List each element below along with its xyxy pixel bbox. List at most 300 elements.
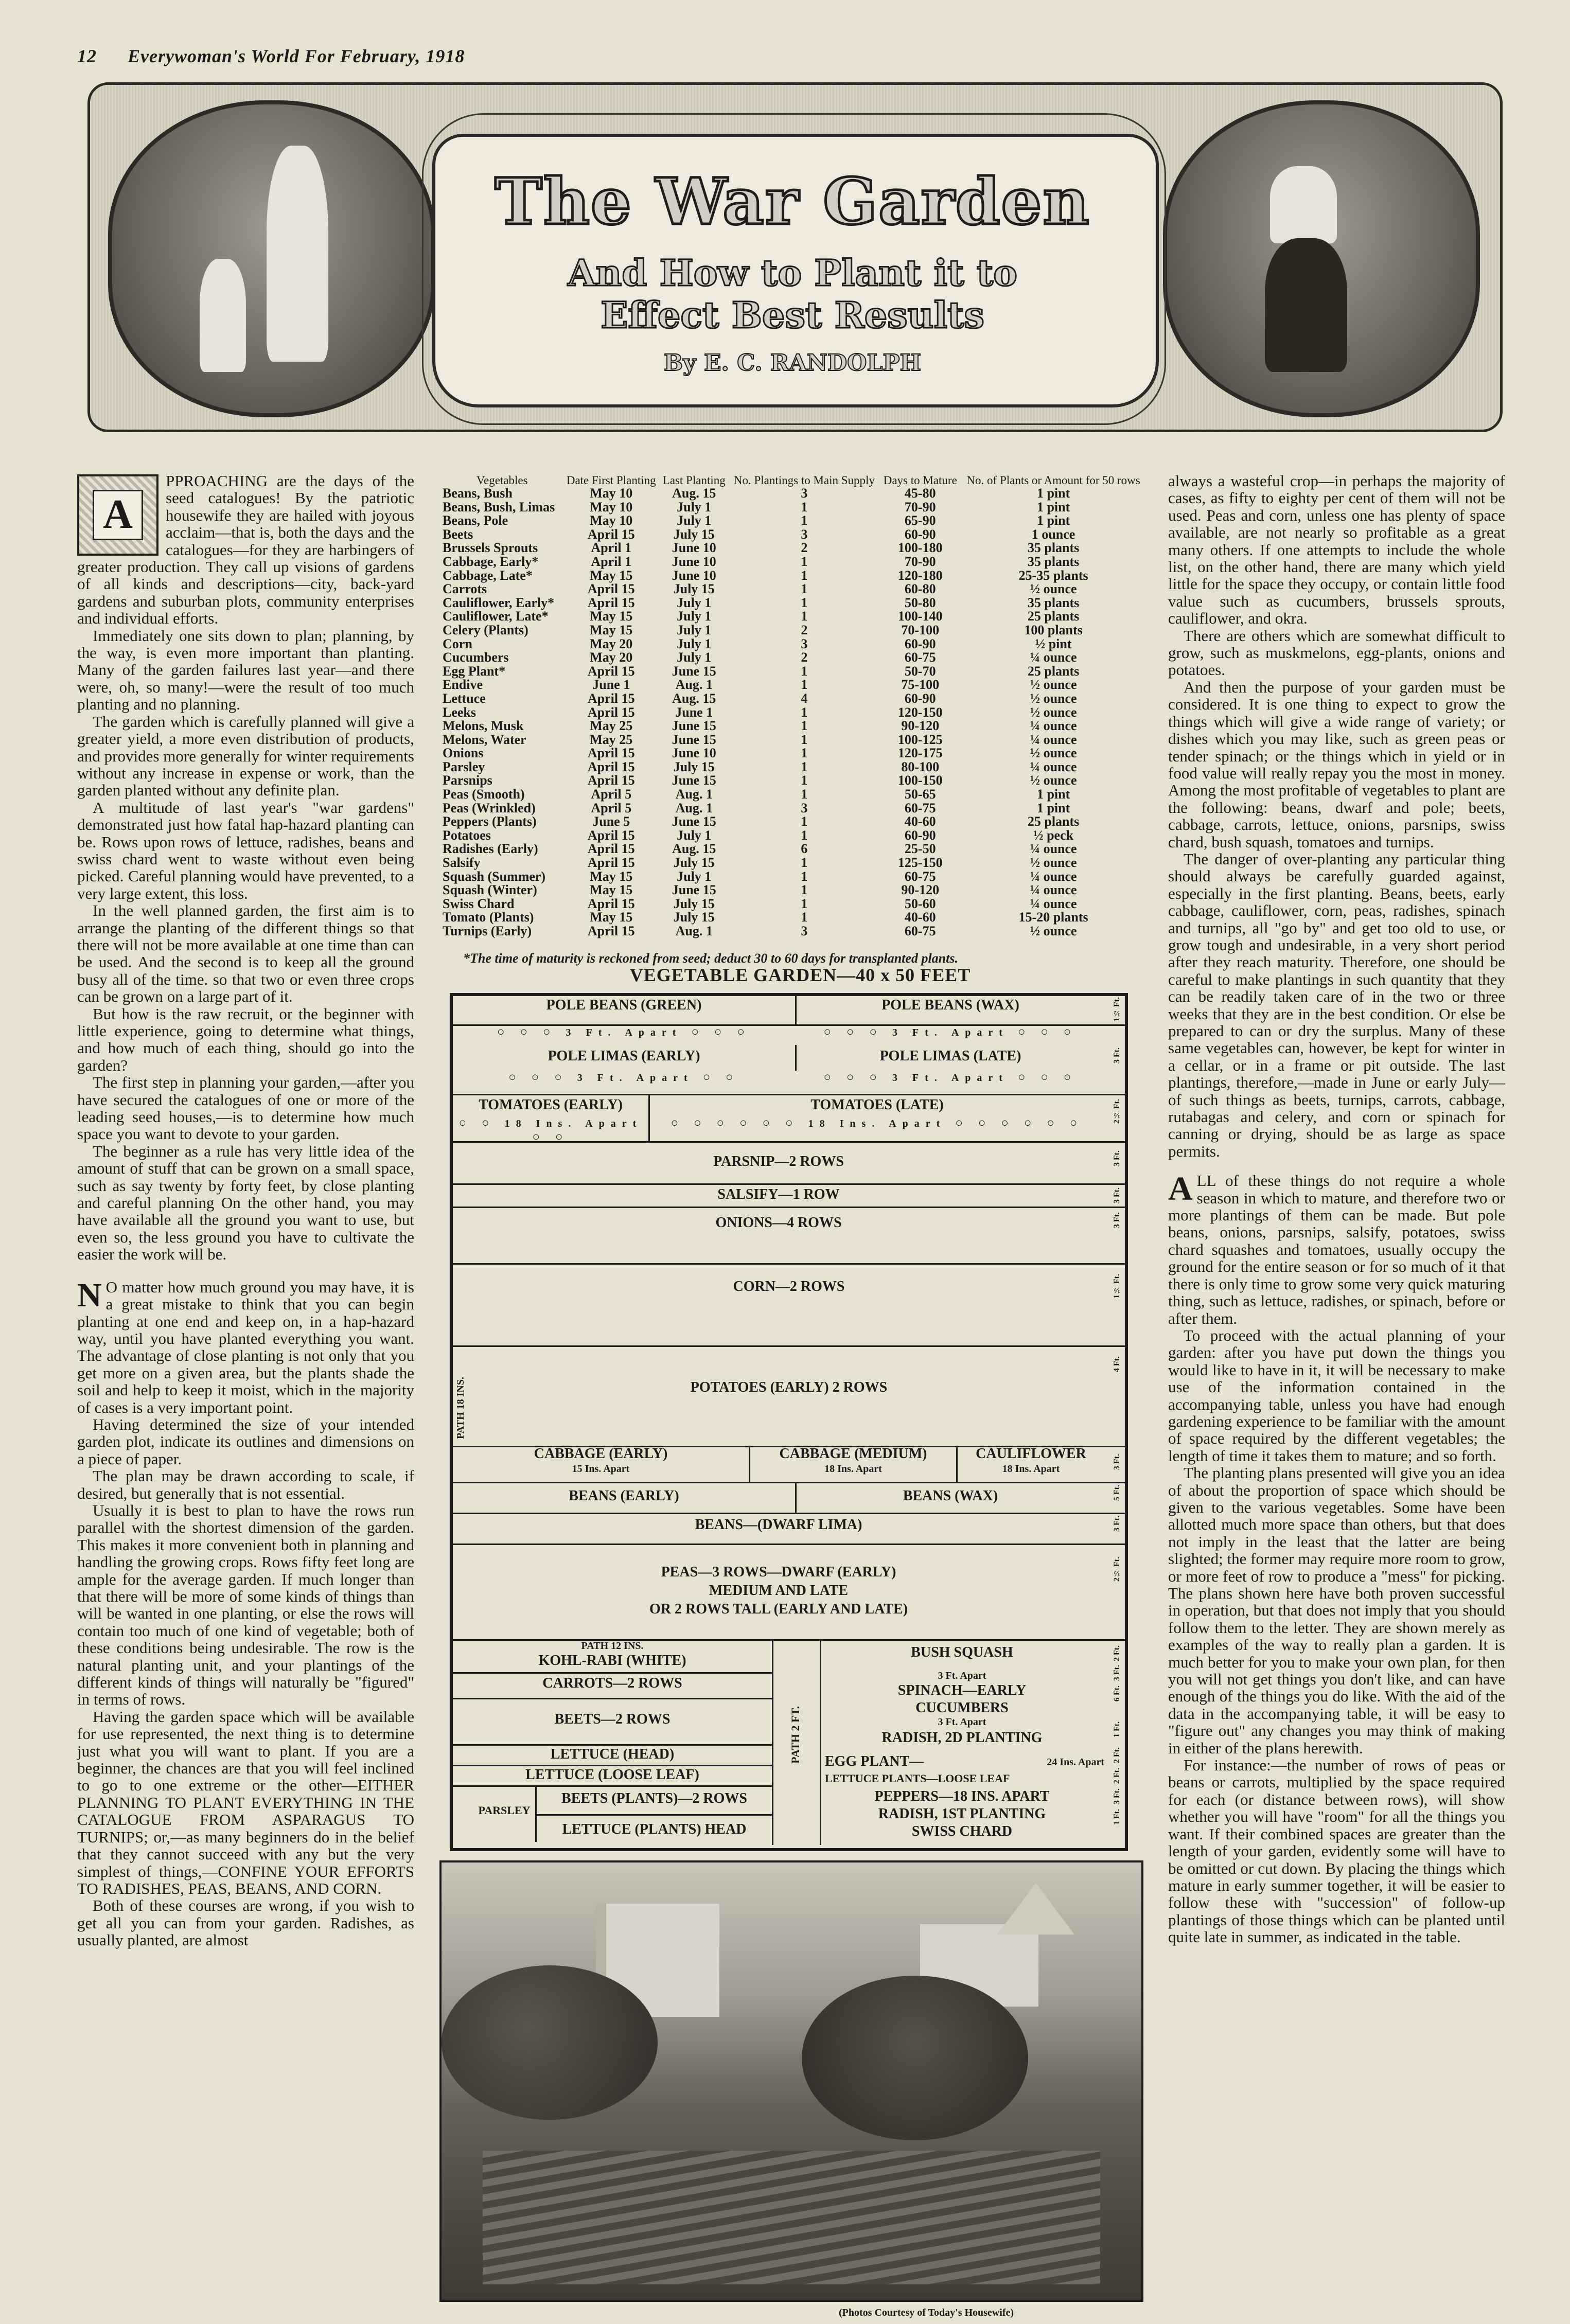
spacing-label: 15 Ins. Apart	[572, 1463, 630, 1475]
table-cell: 125-150	[897, 855, 943, 871]
paragraph: Having determined the size of your intended garden plot, indicate its outlines and dimensions on a piece of paper.	[77, 1415, 414, 1468]
plan-label: BEANS—(DWARF LIMA)	[695, 1517, 862, 1533]
table-cell: 1 pint	[1036, 800, 1070, 815]
table-cell: 90-120	[901, 718, 940, 734]
dimension-label: 1½ Ft.	[1113, 997, 1121, 1022]
table-row	[442, 706, 1146, 720]
table-cell: June 10	[672, 746, 716, 761]
table-cell: 1	[801, 567, 808, 583]
table-cell: May 10	[590, 499, 633, 515]
table-cell: 1	[801, 704, 808, 720]
table-cell: 70-100	[901, 622, 940, 637]
table-cell: 50-65	[904, 787, 936, 802]
table-row	[442, 651, 1146, 665]
table-cell: April 5	[591, 787, 632, 802]
table-cell: 60-90	[904, 827, 936, 843]
paragraph: The garden which is carefully planned will give a greater yield, a more even distribution of products, and provides more generally for winter requirements without any increase in expense or work, than the garden planted without any definite plan.	[77, 712, 414, 800]
vegetable-table	[442, 474, 1146, 938]
table-cell: 1	[801, 855, 808, 871]
table-cell: ½ ounce	[1030, 581, 1077, 597]
table-cell: 2	[801, 622, 808, 637]
table-cell: June 15	[672, 732, 716, 747]
table-cell: Tomato (Plants)	[443, 910, 534, 925]
paragraph: A multitude of last year's "war gardens" demonstrated just how fatal hap-hazard planting can be. Rows upon rows of lettuce, radishes, beans and swiss chard went to waste without even being picked. Careful planning would have prevented, to a very large extent, this loss.	[77, 798, 414, 902]
table-cell: 1	[801, 554, 808, 569]
table-cell: Beans, Bush	[443, 486, 513, 501]
plan-label: CORN—2 ROWS	[733, 1279, 845, 1294]
plan-label: EGG PLANT—	[825, 1753, 924, 1769]
table-cell: Aug. 1	[675, 800, 713, 815]
table-row	[442, 501, 1146, 515]
table-cell: Potatoes	[443, 827, 491, 843]
table-cell: 1 pint	[1036, 486, 1070, 501]
plan-label: POLE LIMAS (LATE)	[879, 1048, 1021, 1064]
paragraph: The danger of over-planting any particular thing should always be carefully guarded against, especially in the first planting. Beans, beets, early cabbage, cauliflower, corn, peas, radishes, spinach and turnips, all "go by" and get too old to use, or grow tough and undesirable, in a very short period after they reach maturity. Therefore, one should be careful to make plantings in such quantity that they can be readily taken care of in the two or three weeks that they are in the best condition. Or else be prepared to can or dry the surplus. Many of these same vegetables can, however, be kept for winter in a cellar, or in a frame or pit outside. The last plantings, therefore,—made in June or early July—of such things as beets, turnips, carrots, cabbage, rutabagas and celery, and corn or spinach for canning or drying, should be as large as space permits.	[1168, 849, 1505, 1160]
paragraph: The beginner as a rule has very little idea of the amount of stuff that can be grown on a small space, such as say twenty by forty feet, by close planting and careful planning On the other hand, you may have available all the ground you want to use, but even so, the less ground you have to cultivate the easier the work will be.	[77, 1142, 414, 1264]
table-cell: ½ pint	[1035, 636, 1072, 651]
table-cell: June 15	[672, 814, 716, 829]
table-header: No. of Plants or Amount for 50 rows	[966, 474, 1140, 487]
table-cell: 35 plants	[1027, 554, 1080, 569]
table-cell: 70-90	[904, 499, 936, 515]
plan-label: BEANS (EARLY)	[569, 1488, 679, 1504]
table-row	[442, 514, 1146, 528]
plan-label: CAULIFLOWER	[976, 1446, 1086, 1462]
dimension-label: 2 Ft.	[1113, 1768, 1121, 1784]
table-cell: May 15	[590, 910, 633, 925]
table-cell: May 20	[590, 650, 633, 665]
table-row	[442, 788, 1146, 802]
table-cell: 35 plants	[1027, 595, 1080, 610]
table-cell: July 15	[673, 910, 715, 925]
spacing-label: 3 Ft. Apart	[892, 1027, 1009, 1038]
plan-bottom-left	[453, 1639, 772, 1845]
byline: By E. C. RANDOLPH	[663, 350, 922, 376]
table-cell: ¼ ounce	[1030, 896, 1077, 911]
table-cell: April 15	[587, 759, 635, 774]
paragraph: The plan may be drawn according to scale, if desired, but generally that is not essential.	[77, 1467, 414, 1502]
table-cell: Lettuce	[443, 690, 486, 706]
table-row	[442, 596, 1146, 610]
table-cell: 120-180	[897, 567, 943, 583]
table-row	[442, 733, 1146, 747]
spacing-label: 18 Ins. Apart	[504, 1118, 643, 1129]
table-header: No. Plantings to Main Supply	[733, 474, 875, 487]
table-cell: June 15	[672, 882, 716, 898]
plan-row	[453, 1207, 1125, 1265]
path-2ft	[772, 1639, 821, 1845]
table-row	[442, 856, 1146, 870]
table-cell: 1	[801, 718, 808, 734]
plan-label: LETTUCE (HEAD)	[550, 1746, 675, 1762]
paragraph: To proceed with the actual planning of your garden: after you have put down the things you would like to have in it, it will be necessary to make use of the information contained in the accompanying table, unless you have had enough gardening experience to be familiar with the amount of space required by the different vegetables; the length of time it takes them to mature; and so forth.	[1168, 1326, 1505, 1465]
table-cell: Melons, Water	[443, 732, 526, 747]
plan-label: PEPPERS—18 INS. APART	[874, 1788, 1050, 1804]
table-cell: ½ peck	[1033, 827, 1074, 843]
spacing-label: 3 Ft. Apart	[938, 1716, 986, 1728]
spacing-label: 3 Ft. Apart	[892, 1072, 1009, 1084]
table-cell: Aug. 1	[675, 677, 713, 693]
table-cell: July 1	[677, 868, 712, 884]
table-cell: 60-75	[904, 924, 936, 938]
table-row	[442, 637, 1146, 651]
table-cell: 1	[801, 882, 808, 898]
table-cell: 25-50	[904, 841, 936, 857]
table-cell: April 15	[587, 595, 635, 610]
table-cell: 50-70	[904, 663, 936, 679]
spacing-label: 3 Ft. Apart	[566, 1027, 682, 1038]
garden-plan-title: VEGETABLE GARDEN—40 x 50 FEET	[629, 965, 971, 985]
table-row	[442, 883, 1146, 897]
table-cell: Salsify	[443, 855, 481, 871]
paragraph: Usually it is best to plan to have the rows run parallel with the shortest dimension of the garden. This makes it more convenient both in planning and handling the growing crops. Rows fifty feet long are ample for the average garden. If much longer than that there will be more of some kinds of things than will be wanted in one planting, or else the rows will contain too much of one kind of vegetable; both of these conditions being undesirable. The row is the natural planting unit, and your plantings of the different kinds of things will naturally be "figured" in terms of rows.	[77, 1501, 414, 1709]
table-cell: May 15	[590, 622, 633, 637]
table-cell: 40-60	[904, 910, 936, 925]
table-cell: 80-100	[901, 759, 940, 774]
table-cell: April 15	[587, 746, 635, 761]
plan-row	[453, 1513, 1125, 1545]
table-cell: 1	[801, 499, 808, 515]
table-row	[442, 678, 1146, 692]
table-cell: Radishes (Early)	[443, 841, 538, 857]
dimension-label: 3 Ft.	[1113, 1150, 1121, 1167]
paragraph: But how is the raw recruit, or the beginner with little experience, going to determine what things, and how much of each thing, should go into the garden?	[77, 1004, 414, 1074]
table-cell: ¼ ounce	[1030, 882, 1077, 898]
plan-label: ONIONS—4 ROWS	[715, 1215, 842, 1231]
table-cell: 60-75	[904, 800, 936, 815]
table-cell: Aug. 15	[672, 841, 716, 857]
table-cell: Cauliflower, Early*	[443, 595, 555, 610]
table-cell: April 15	[587, 841, 635, 857]
plan-row	[453, 1698, 772, 1746]
table-cell: 1 pint	[1036, 787, 1070, 802]
plan-label: CARROTS—2 ROWS	[542, 1675, 682, 1691]
table-cell: 45-80	[904, 486, 936, 501]
table-row	[442, 528, 1146, 542]
table-cell: April 15	[587, 581, 635, 597]
plan-row: TOMATOES (EARLY) ○ ○ 18 Ins. Apart ○ ○ TOMATOES (LATE) ○ ○ ○ ○ ○ ○ 18 Ins. Apart ○ ○ ○ ○ ○ ○	[453, 1094, 1125, 1143]
plan-label: BEETS (PLANTS)—2 ROWS	[561, 1790, 747, 1806]
table-cell: April 5	[591, 800, 632, 815]
table-row	[442, 911, 1146, 925]
table-cell: Cauliflower, Late*	[443, 609, 549, 624]
photo-woman-with-plow	[1163, 100, 1480, 417]
table-cell: 1 pint	[1036, 513, 1070, 528]
table-header: Last Planting	[662, 474, 726, 487]
table-cell: 1 ounce	[1031, 526, 1075, 542]
table-cell: Cabbage, Early*	[443, 554, 539, 569]
table-header: Vegetables	[476, 474, 528, 487]
plan-label: CABBAGE (EARLY)	[534, 1446, 668, 1462]
table-cell: 1	[801, 581, 808, 597]
table-row	[442, 582, 1146, 596]
table-cell: 60-75	[904, 868, 936, 884]
plan-label: MEDIUM AND LATE	[709, 1583, 849, 1599]
table-cell: Squash (Winter)	[443, 882, 537, 898]
plan-label: PEAS—3 ROWS—DWARF (EARLY)	[661, 1564, 896, 1580]
path-label: PATH 18 INS.	[455, 1377, 466, 1439]
table-cell: July 1	[677, 636, 712, 651]
dimension-label: 2½ Ft.	[1113, 1557, 1121, 1582]
plan-label: CUCUMBERS	[915, 1700, 1009, 1716]
table-cell: May 15	[590, 567, 633, 583]
dimension-label: 3 Ft.	[1113, 1788, 1121, 1805]
table-cell: July 1	[677, 513, 712, 528]
table-header: Date First Planting	[566, 474, 656, 487]
table-cell: April 1	[591, 540, 632, 556]
table-cell: May 10	[590, 513, 633, 528]
table-cell: April 1	[591, 554, 632, 569]
table-cell: April 15	[587, 526, 635, 542]
table-cell: Squash (Summer)	[443, 868, 546, 884]
table-cell: ½ ounce	[1030, 924, 1077, 938]
plan-row	[453, 1652, 772, 1674]
table-row	[442, 842, 1146, 856]
dimension-label: 3 Ft.	[1113, 1665, 1121, 1681]
table-cell: 40-60	[904, 814, 936, 829]
table-cell: Beets	[443, 526, 473, 542]
table-cell: 60-75	[904, 650, 936, 665]
paragraph: Having the garden space which will be available for use represented, the next thing is to determine just what you will want to plant. If you are a beginner, the chances are that you will feel inclined to go to one extreme or the other—EITHER PLANNING TO PLANT EVERYTHING IN THE CATALOGUE FROM ASPARAGUS TO TURNIPS; or,—as many beginners do in the belief that they cannot succeed with any but the very simplest of things,—CONFINE YOUR EFFORTS TO RADISHES, PEAS, BEANS, AND CORN.	[77, 1707, 414, 1897]
table-cell: June 15	[672, 663, 716, 679]
dimension-label: 3 Ft.	[1113, 1212, 1121, 1229]
table-row	[442, 815, 1146, 829]
drop-cap-letter: A	[93, 490, 143, 540]
table-cell: ½ ounce	[1030, 855, 1077, 871]
table-cell: April 15	[587, 827, 635, 843]
table-cell: 1	[801, 513, 808, 528]
paragraph	[77, 1276, 414, 1416]
paragraph-text: O matter how much ground you may have, it is a great mistake to think that you can begin planting at one end and keep on, in a hap-hazard way, until you have planted everything you want. The advantage of close planting is not only that you get more on a given area, but the plants shade the soil and help to keep it moist, which in the majority of cases is a very important point.	[77, 1278, 414, 1416]
table-row	[442, 925, 1146, 938]
paragraph: always a wasteful crop—in perhaps the majority of cases, as fifty to eighty per cent of them will not be used. Peas and corn, unless one has plenty of space available, are not nearly so profitable as a great many others. If one attempts to include the whole list, on the other hand, there are many which yield little for the space they occupy, or contain little food value such as cucumbers, brussels sprouts, cauliflower, and okra.	[1168, 472, 1505, 628]
spacing-label: 3 Ft. Apart	[938, 1670, 986, 1681]
table-row	[442, 487, 1146, 501]
plan-row	[453, 1482, 1125, 1514]
dimension-label: 1 Ft.	[1113, 1722, 1121, 1738]
table-cell: 3	[801, 924, 808, 938]
photo-garden-and-house	[439, 1860, 1143, 2302]
plan-label: POTATOES (EARLY) 2 ROWS	[690, 1379, 888, 1395]
dimension-label: 3 Ft.	[1113, 1187, 1121, 1204]
table-cell: 100-180	[897, 540, 943, 556]
table-row	[442, 747, 1146, 760]
table-cell: June 10	[672, 540, 716, 556]
plan-label: LETTUCE PLANTS—LOOSE LEAF	[825, 1772, 1010, 1785]
table-cell: ¼ ounce	[1030, 718, 1077, 734]
table-cell: 35 plants	[1027, 540, 1080, 556]
plan-label: TOMATOES (LATE)	[810, 1097, 944, 1113]
paragraph	[1168, 1172, 1505, 1327]
table-cell: Aug. 1	[675, 924, 713, 938]
table-cell: ¼ ounce	[1030, 732, 1077, 747]
table-cell: June 10	[672, 567, 716, 583]
plan-label: BEANS (WAX)	[903, 1488, 998, 1504]
table-cell: July 1	[677, 595, 712, 610]
table-cell: 4	[801, 690, 808, 706]
photo-father-and-child	[108, 100, 435, 417]
table-cell: 1	[801, 910, 808, 925]
running-head	[77, 45, 465, 67]
table-cell: ½ ounce	[1030, 704, 1077, 720]
table-cell: ½ ounce	[1030, 773, 1077, 788]
table-cell: ½ ounce	[1030, 690, 1077, 706]
table-cell: Parsley	[443, 759, 485, 774]
plan-row	[453, 1446, 1125, 1483]
plan-bottom-right	[820, 1639, 1104, 1845]
spacing-label: 24 Ins. Apart	[1047, 1757, 1104, 1768]
table-cell: 3	[801, 486, 808, 501]
column-right	[1168, 472, 1505, 1946]
table-row	[442, 569, 1146, 583]
article-title: The War Garden	[495, 165, 1090, 239]
table-cell: 15-20 plants	[1018, 910, 1088, 925]
table-cell: 1	[801, 732, 808, 747]
plan-row: ○ ○ ○ 3 Ft. Apart ○ ○ ○ ○ ○ 3 Ft. Apart ○ ○ ○	[453, 1071, 1125, 1095]
table-cell: 60-80	[904, 581, 936, 597]
plan-label: KOHL-RABI (WHITE)	[538, 1653, 686, 1669]
table-cell: 1	[801, 868, 808, 884]
plan-label: SALSIFY—1 ROW	[717, 1186, 840, 1202]
plan-label: LETTUCE (PLANTS) HEAD	[562, 1821, 747, 1837]
plan-row	[453, 1785, 772, 1842]
dimension-label: 1 Ft.	[1113, 1809, 1121, 1825]
paragraph: The planting plans presented will give you an idea of about the proportion of space which should be given to the various vegetables. Some have been allotted much more space than others, but that does not imply in the least that the latter are being slighted; the former may require more room to grow, or more feet of row to produce a "mess" for picking. The plans shown here have both proven successful in operation, but that does not imply that you should follow them to the letter. They are shown merely as examples of the way to really plan a garden. It is much better for you to make your own plan, for then you will not get things you don't like, and can have enough of the things you do like. With the aid of the data in the accompanying table, it will be easy to "figure out" any changes you may think of making in either of the plans herewith.	[1168, 1464, 1505, 1757]
table-row	[442, 719, 1146, 733]
table-cell: July 1	[677, 499, 712, 515]
table-cell: 3	[801, 526, 808, 542]
table-cell: May 25	[590, 718, 633, 734]
plan-label: POLE BEANS (GREEN)	[546, 997, 702, 1013]
spacing-label: 18 Ins. Apart	[1002, 1463, 1060, 1475]
paragraph: Immediately one sits down to plan; planning, by the way, is even more important than planting. Many of the garden failures last year—and there were, oh, so many!—were the result of too much planting and no planning.	[77, 626, 414, 714]
table-cell: June 10	[672, 554, 716, 569]
table-cell: 3	[801, 636, 808, 651]
table-cell: 25 plants	[1027, 609, 1080, 624]
table-cell: April 15	[587, 663, 635, 679]
table-cell: May 15	[590, 868, 633, 884]
table-cell: July 1	[677, 827, 712, 843]
table-cell: April 15	[587, 690, 635, 706]
plan-label: TOMATOES (EARLY)	[479, 1097, 623, 1113]
plan-row	[453, 1544, 1125, 1641]
plan-label: LETTUCE (LOOSE LEAF)	[525, 1767, 699, 1783]
table-cell: 60-90	[904, 636, 936, 651]
big-cap: A	[1168, 1170, 1193, 1208]
publication-title: Everywoman's World For February, 1918	[128, 46, 465, 66]
table-cell: 3	[801, 800, 808, 815]
table-cell: Parsnips	[443, 773, 492, 788]
plan-row	[453, 1672, 772, 1699]
path-label: PATH 12 INS.	[581, 1640, 644, 1652]
table-row	[442, 665, 1146, 679]
table-cell: 65-90	[904, 513, 936, 528]
paragraph: For instance:—the number of rows of peas or beans or carrots, multiplied by the space required for each (or distance between rows), will show whether you will have "room" for all the things you want. If their combined spaces are greater than the length of your garden, evidently some will have to be omitted or cut down. By placing the things which mature in early summer together, it will be easier to follow these with "succession" of follow-up plantings of those things which can be planted until quite late in summer, as indicated in the table.	[1168, 1756, 1505, 1946]
table-cell: 1	[801, 609, 808, 624]
plan-label: BEETS—2 ROWS	[554, 1711, 671, 1727]
table-cell: July 15	[673, 526, 715, 542]
spacing-label: 18 Ins. Apart	[824, 1463, 882, 1475]
table-cell: 1	[801, 787, 808, 802]
plan-row	[453, 1345, 1125, 1447]
photo-credit: (Photos Courtesy of Today's Housewife)	[839, 2307, 1014, 2318]
table-cell: ¼ ounce	[1030, 868, 1077, 884]
table-cell: 100 plants	[1024, 622, 1083, 637]
subtitle-line-1: And How to Plant it to	[568, 252, 1017, 294]
plan-row: ○ ○ ○ 3 Ft. Apart ○ ○ ○ ○ ○ ○ 3 Ft. Apart ○ ○ ○	[497, 1025, 1078, 1039]
table-cell: 1	[801, 759, 808, 774]
table-row	[442, 760, 1146, 774]
table-cell: 60-90	[904, 690, 936, 706]
plan-label: SWISS CHARD	[911, 1823, 1013, 1839]
table-cell: May 15	[590, 882, 633, 898]
table-cell: 1	[801, 677, 808, 693]
table-row	[442, 897, 1146, 911]
table-cell: 1	[801, 746, 808, 761]
plan-label: PARSNIP—2 ROWS	[713, 1154, 844, 1169]
table-cell: Peppers (Plants)	[443, 814, 537, 829]
table-cell: April 15	[587, 896, 635, 911]
table-cell: 100-140	[897, 609, 943, 624]
table-cell: 25 plants	[1027, 814, 1080, 829]
table-cell: 1	[801, 814, 808, 829]
table-cell: June 15	[672, 718, 716, 734]
table-cell: 2	[801, 540, 808, 556]
table-row	[442, 610, 1146, 624]
table-cell: Turnips (Early)	[443, 924, 532, 938]
paragraph-text: LL of these things do not require a whole season in which to mature, and therefore two or more plantings of them can be made. But pole beans, onions, parsnips, salsify, potatoes, swiss chard squashes and tomatoes, usually occupy the ground for the entire season or for so much of it that there is only time to grow some very quick maturing thing, such as lettuce, radishes, or spinach, before or after them.	[1168, 1172, 1505, 1327]
plan-label: CABBAGE (MEDIUM)	[779, 1446, 927, 1462]
table-cell: July 15	[673, 759, 715, 774]
table-row	[442, 541, 1146, 555]
table-cell: April 15	[587, 855, 635, 871]
plan-label: RADISH, 2D PLANTING	[881, 1730, 1043, 1746]
table-row	[442, 555, 1146, 569]
dimension-label: 2 Ft.	[1113, 1747, 1121, 1764]
drop-cap	[77, 474, 158, 556]
table-cell: Beans, Bush, Limas	[443, 499, 555, 515]
big-cap: N	[77, 1276, 102, 1314]
table-cell: 2	[801, 650, 808, 665]
table-cell: May 25	[590, 732, 633, 747]
table-cell: ¼ ounce	[1030, 841, 1077, 857]
table-cell: May 10	[590, 486, 633, 501]
paragraph: In the well planned garden, the first aim is to arrange the planting of the different things so that there will not be more available at one time than can be used. And the second is to keep all the ground busy all of the time. so that two or even three crops can be grown on a large part of it.	[77, 901, 414, 1006]
table-cell: 1	[801, 663, 808, 679]
table-cell: Cucumbers	[443, 650, 509, 665]
table-cell: Cabbage, Late*	[443, 567, 533, 583]
paragraph: And then the purpose of your garden must be considered. It is one thing to expect to grow the things which will give a wide range of variety; or dishes which you may like, such as green peas or tender spinach; or the things which in yield or in food value will really repay you the most in money. Among the most profitable of vegetables to plant are the following: beans, dwarf and pole; beets, cabbage, carrots, lettuce, onions, parsnips, swiss chard, bush squash, tomatoes and turnips.	[1168, 678, 1505, 851]
subtitle-line-2: Effect Best Results	[601, 294, 984, 336]
dimension-label: 1½ Ft.	[1113, 1274, 1121, 1299]
table-cell: 75-100	[901, 677, 940, 693]
dimension-label: 5 Ft.	[1113, 1485, 1121, 1501]
plan-label: RADISH, 1ST PLANTING	[878, 1806, 1046, 1822]
table-row	[442, 802, 1146, 815]
table-cell: July 15	[673, 581, 715, 597]
dimension-label: 3 Ft.	[1113, 1048, 1121, 1064]
table-cell: 70-90	[904, 554, 936, 569]
table-cell: Aug. 15	[672, 486, 716, 501]
table-cell: July 1	[677, 609, 712, 624]
table-cell: ½ ounce	[1030, 677, 1077, 693]
plan-label: POLE LIMAS (EARLY)	[548, 1048, 700, 1064]
table-cell: 120-150	[897, 704, 943, 720]
table-cell: June 15	[672, 773, 716, 788]
table-cell: June 5	[592, 814, 630, 829]
table-cell: July 1	[677, 622, 712, 637]
table-cell: Melons, Musk	[443, 718, 524, 734]
